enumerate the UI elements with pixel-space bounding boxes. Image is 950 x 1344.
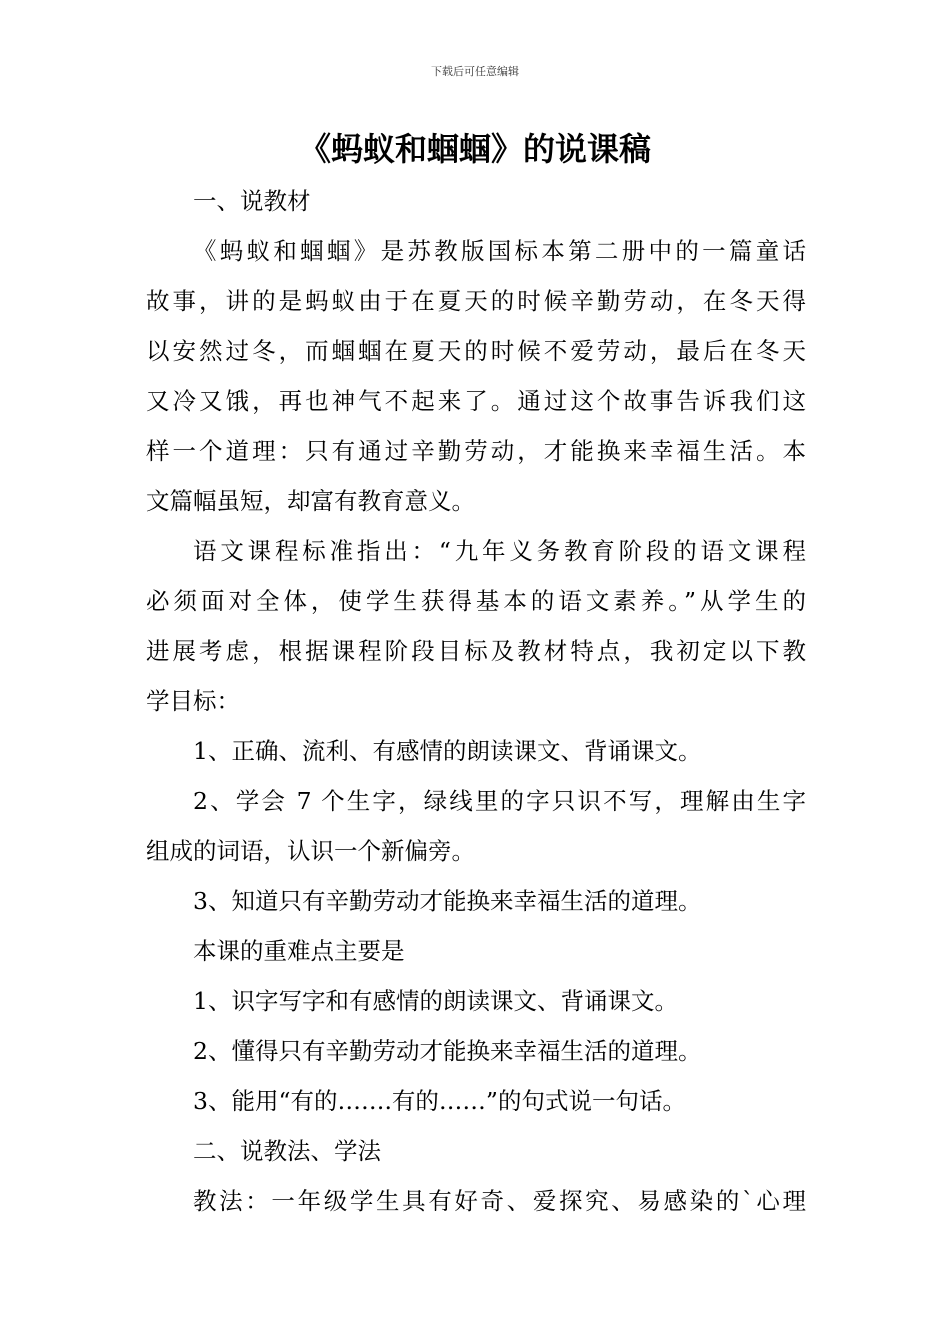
paragraph-line: 以安然过冬，而蝈蝈在夏天的时候不爱劳动，最后在冬天 (146, 337, 806, 365)
section-heading-teaching-methods: 二、说教法、学法 (193, 1137, 381, 1165)
paragraph-line: 必须面对全体，使学生获得基本的语文素养。”从学生的 (146, 587, 806, 615)
key-points-heading: 本课的重难点主要是 (193, 937, 405, 965)
paragraph-line: 教法：一年级学生具有好奇、爱探究、易感染的`心理 (193, 1187, 806, 1215)
list-item-goal-1: 1、正确、流利、有感情的朗读课文、背诵课文。 (193, 737, 702, 765)
list-item-goal-3: 3、知道只有辛勤劳动才能换来幸福生活的道理。 (193, 887, 702, 915)
section-heading-teaching-material: 一、说教材 (193, 187, 311, 215)
list-item-key-point-2: 2、懂得只有辛勤劳动才能换来幸福生活的道理。 (193, 1037, 702, 1065)
paragraph-line: 语文课程标准指出：“九年义务教育阶段的语文课程 (193, 537, 806, 565)
document-title: 《蚂蚁和蝈蝈》的说课稿 (298, 130, 651, 168)
list-item-key-point-1: 1、识字写字和有感情的朗读课文、背诵课文。 (193, 987, 678, 1015)
paragraph-line: 进展考虑，根据课程阶段目标及教材特点，我初定以下教 (146, 637, 806, 665)
document-body (146, 176, 806, 1226)
page-header: 下载后可任意编辑 (431, 65, 519, 78)
list-item-goal-2: 2、学会 7 个生字，绿线里的字只识不写，理解由生字 (193, 787, 806, 815)
paragraph-line: 样一个道理：只有通过辛勤劳动，才能换来幸福生活。本 (146, 437, 806, 465)
list-item-key-point-3: 3、能用“有的…….有的……”的句式说一句话。 (193, 1087, 686, 1115)
list-item-goal-2-continued: 组成的词语，认识一个新偏旁。 (146, 837, 475, 865)
paragraph-line: 学目标： (146, 687, 240, 715)
paragraph-line: 故事，讲的是蚂蚁由于在夏天的时候辛勤劳动，在冬天得 (146, 287, 806, 315)
paragraph-line: 文篇幅虽短，却富有教育意义。 (146, 487, 475, 515)
paragraph-line: 《蚂蚁和蝈蝈》是苏教版国标本第二册中的一篇童话 (193, 237, 806, 265)
paragraph-line: 又冷又饿，再也神气不起来了。通过这个故事告诉我们这 (146, 387, 806, 415)
